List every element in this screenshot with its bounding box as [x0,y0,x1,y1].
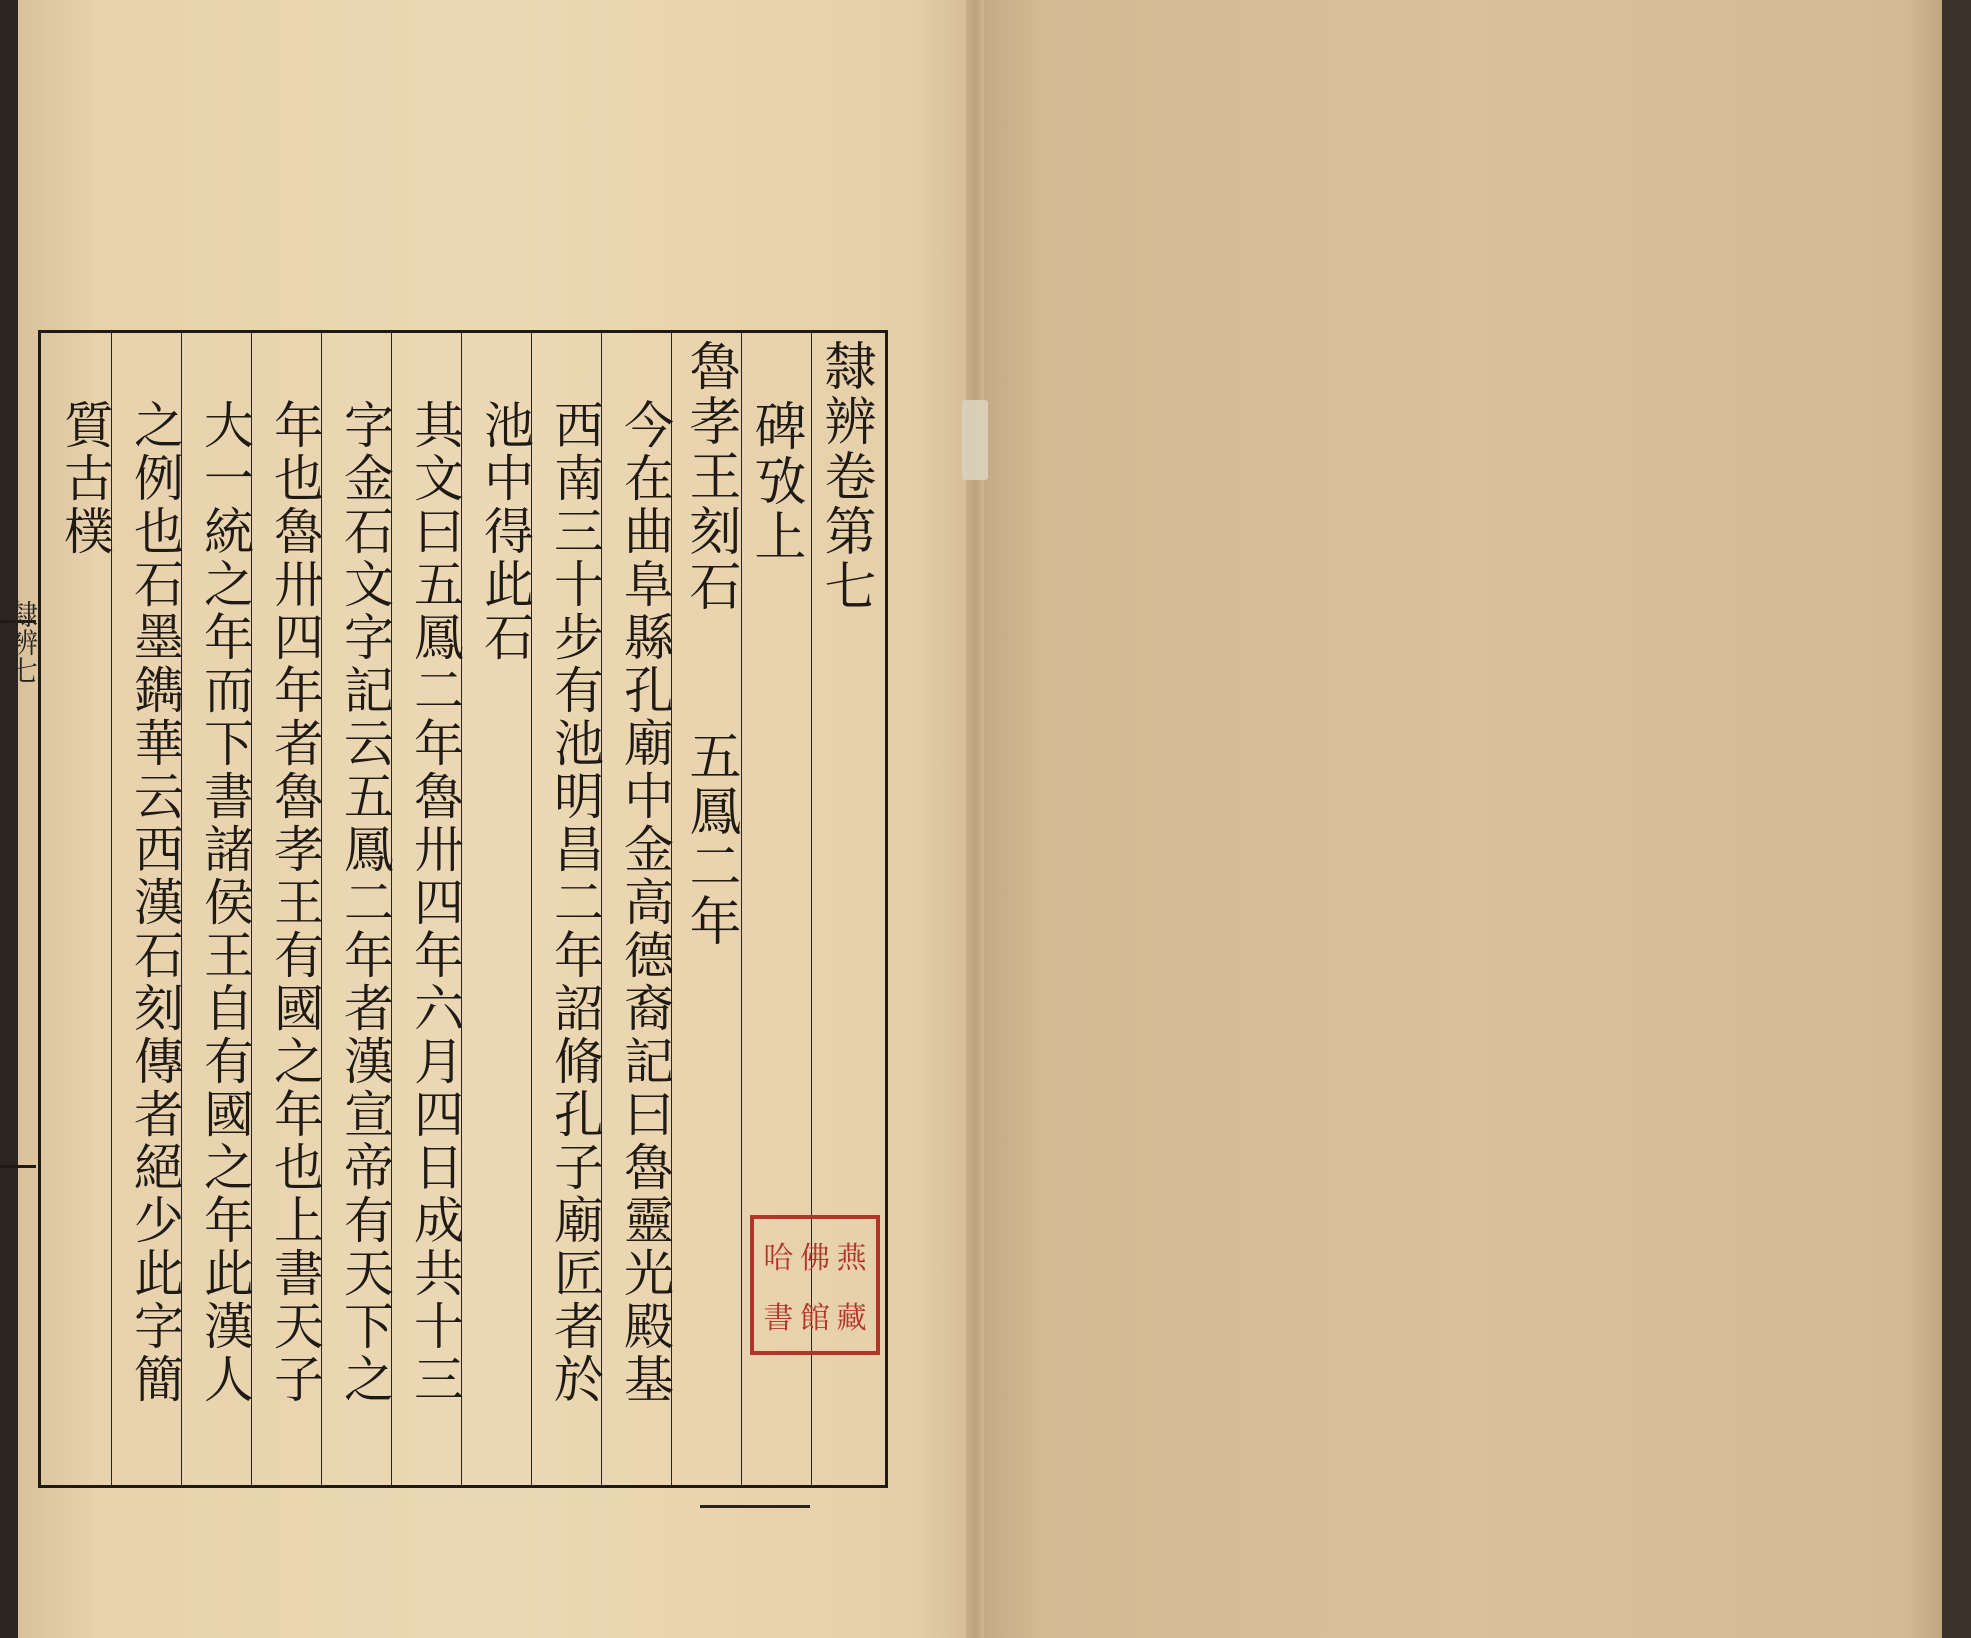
text-line-8: 之例也石墨鐫華云西漢石刻傳者絕少此字簡 [126,399,184,1406]
page-edge [1942,0,1971,1638]
entry-date: 五鳳二年 [680,729,740,949]
fold-edge-label [0,600,38,730]
right-page-blank [984,0,1942,1638]
paper-tab [962,400,988,480]
entry-title: 魯孝王刻石 [680,339,740,614]
text-line-1: 今在曲阜縣孔廟中金高德裔記曰魯靈光殿基 [616,399,674,1406]
ink-mark [700,1505,810,1508]
edge-label-text: 隸辨七 [6,600,39,684]
text-line-7: 大一統之年而下書諸侯王自有國之年此漢人 [196,399,254,1406]
seal-char: 書 [763,1301,794,1336]
volume-title: 隸辨卷第七 [815,339,875,614]
text-line-5: 字金石文字記云五鳳二年者漢宣帝有天下之 [336,399,394,1406]
text-line-2: 西南三十步有池明昌二年詔脩孔子廟匠者於 [546,399,604,1406]
text-line-9: 質古樸 [56,399,114,558]
section-title: 碑攷上 [745,399,805,564]
seal-char: 佛 [799,1241,830,1276]
column-rule [741,333,742,1485]
text-line-4: 其文曰五鳳二年魯卅四年六月四日成共十三 [406,399,464,1406]
library-seal [750,1215,880,1355]
text-line-6: 年也魯卅四年者魯孝王有國之年也上書天子 [266,399,324,1406]
seal-char: 哈 [763,1241,794,1276]
edge-rule-bottom [0,1165,36,1176]
seal-char: 藏 [836,1301,867,1336]
text-line-3: 池中得此石 [476,399,534,664]
seal-char: 燕 [836,1241,867,1276]
book-gutter [966,0,984,1638]
seal-char: 館 [799,1301,830,1336]
